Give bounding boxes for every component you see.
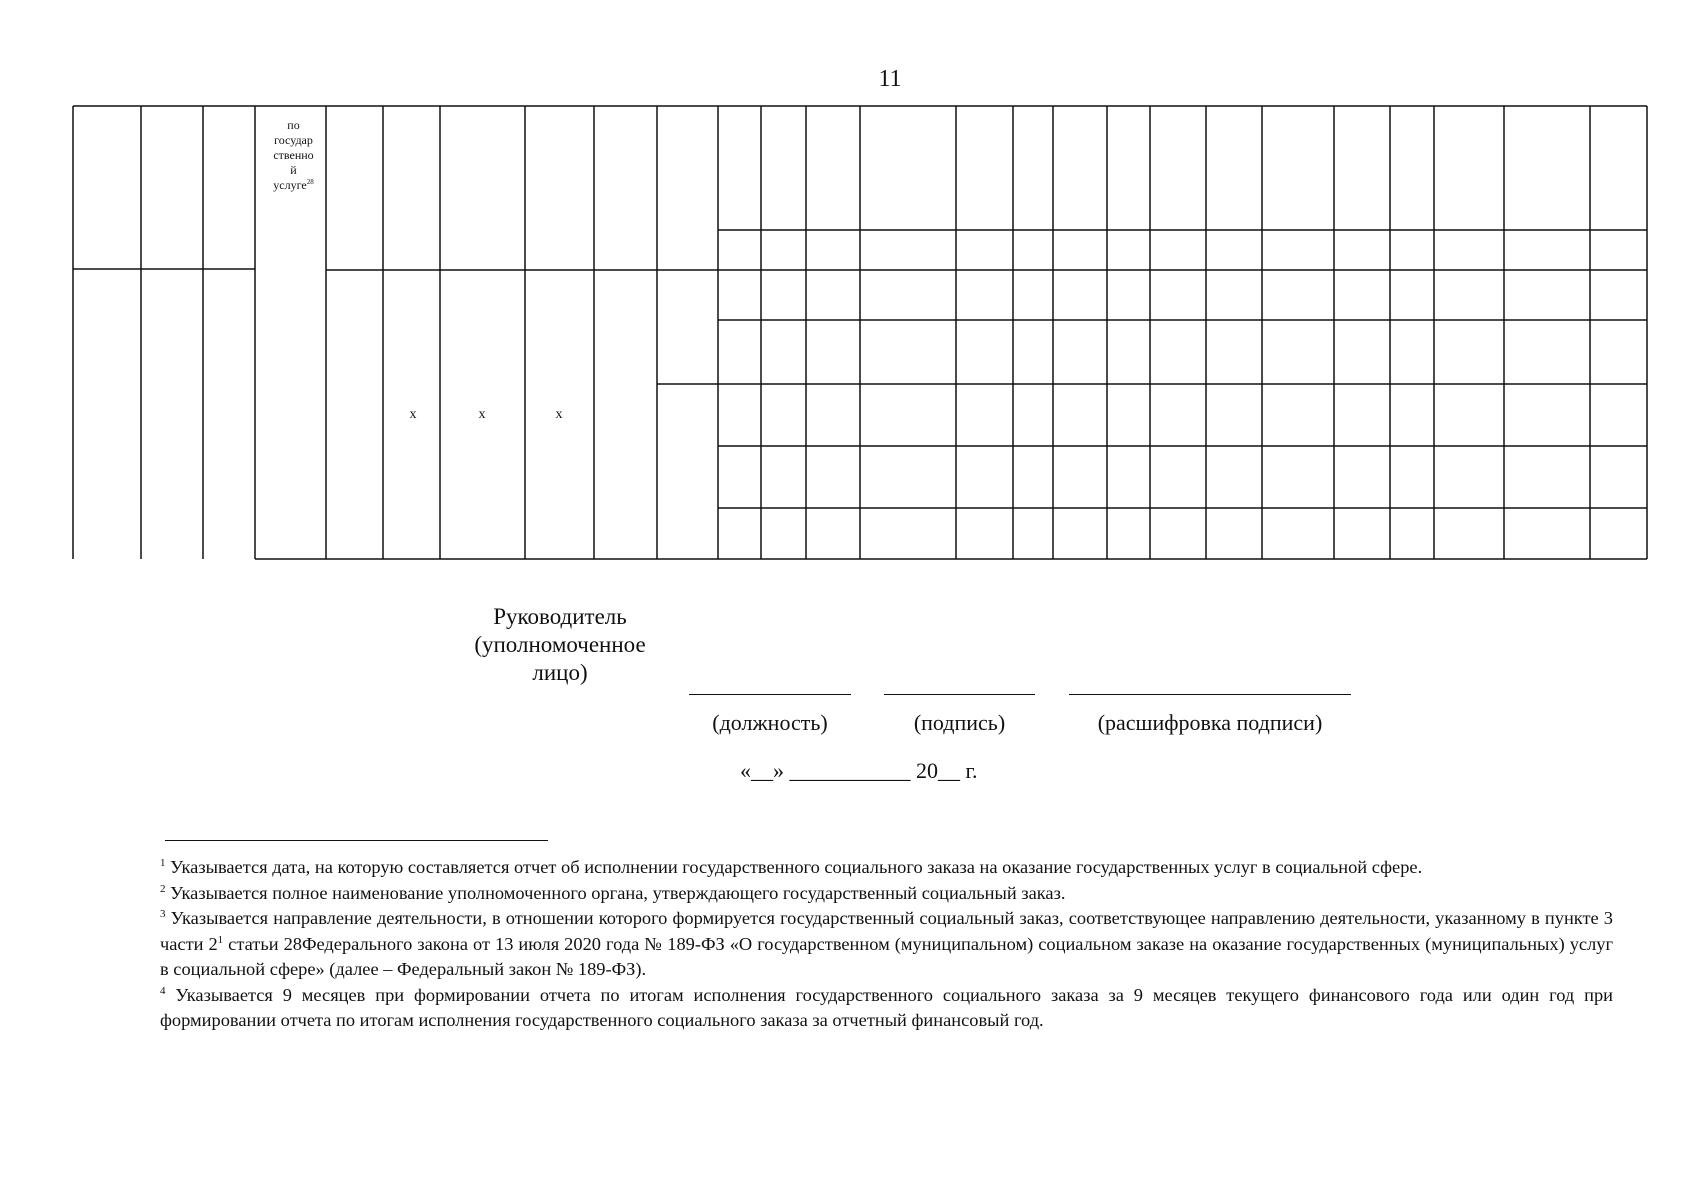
service-label-word: й <box>290 163 297 177</box>
footnote-text: статьи 28Федерального закона от 13 июля 2020 года № 189-ФЗ «О государственном (муниципальном) социальном заказе на оказание государственных (муниципальных) услуг в социальной сфере» (далее – Федеральный закон № 189-ФЗ). <box>160 933 1613 979</box>
x-mark: х <box>409 407 417 422</box>
footnote-text: Указывается направление деятельности, в отношении которого формируется государственный социальный заказ, соответствующее направлению деятельности, указанному в пункте 3 части 2 <box>160 908 1613 954</box>
footnote-mark: 4 <box>160 984 166 997</box>
footnote-mark: 2 <box>160 882 166 895</box>
service-label-word: ственно <box>273 148 314 162</box>
x-mark: х <box>555 407 563 422</box>
service-label-word: государ <box>274 133 313 147</box>
footnote-mark: 1 <box>160 856 166 869</box>
decoding-caption: (расшифровка подписи) <box>1097 710 1323 735</box>
date-line: «__» ___________ 20__ г. <box>740 758 978 783</box>
footnote-3 <box>160 906 1613 983</box>
footnote-1 <box>160 855 1613 881</box>
decoding-line <box>1069 694 1351 695</box>
signatory-title <box>455 603 665 687</box>
footnote-marker: 28 <box>306 178 314 186</box>
service-label-word: по <box>287 118 300 132</box>
x-mark: х <box>478 407 486 422</box>
footnote-inner-mark: 1 <box>217 933 224 946</box>
service-column-label <box>257 118 330 193</box>
footnote-2 <box>160 881 1613 907</box>
signatory-title-line: Руководитель <box>493 604 627 629</box>
signature-caption: (подпись) <box>913 710 1006 735</box>
footnote-text: Указывается 9 месяцев при формировании отчета по итогам исполнения государственного социального заказа за 9 месяцев текущего финансового года или один год при формировании отчета по итогам исполнения государственного социального заказа за отчетный финансовый год. <box>160 984 1613 1030</box>
footnote-text: Указывается дата, на которую составляется отчет об исполнении государственного социального заказа на оказание государственных услуг в социальной сфере. <box>165 857 1423 877</box>
signatory-title-line: (уполномоченное <box>474 632 646 657</box>
footnote-text: Указывается полное наименование уполномоченного органа, утверждающего государственный социальный заказ. <box>165 882 1066 903</box>
footnote-mark: 3 <box>160 907 166 920</box>
footnotes <box>160 855 1613 1034</box>
position-caption: (должность) <box>712 710 828 735</box>
signatory-title-line: лицо) <box>532 660 588 685</box>
position-line <box>689 694 851 695</box>
footnote-divider <box>165 840 548 841</box>
service-label-word: услуге <box>273 178 307 192</box>
page-number: 11 <box>878 66 902 92</box>
footnote-4 <box>160 983 1613 1034</box>
signature-line <box>884 694 1035 695</box>
service-label-last-line <box>257 178 330 193</box>
